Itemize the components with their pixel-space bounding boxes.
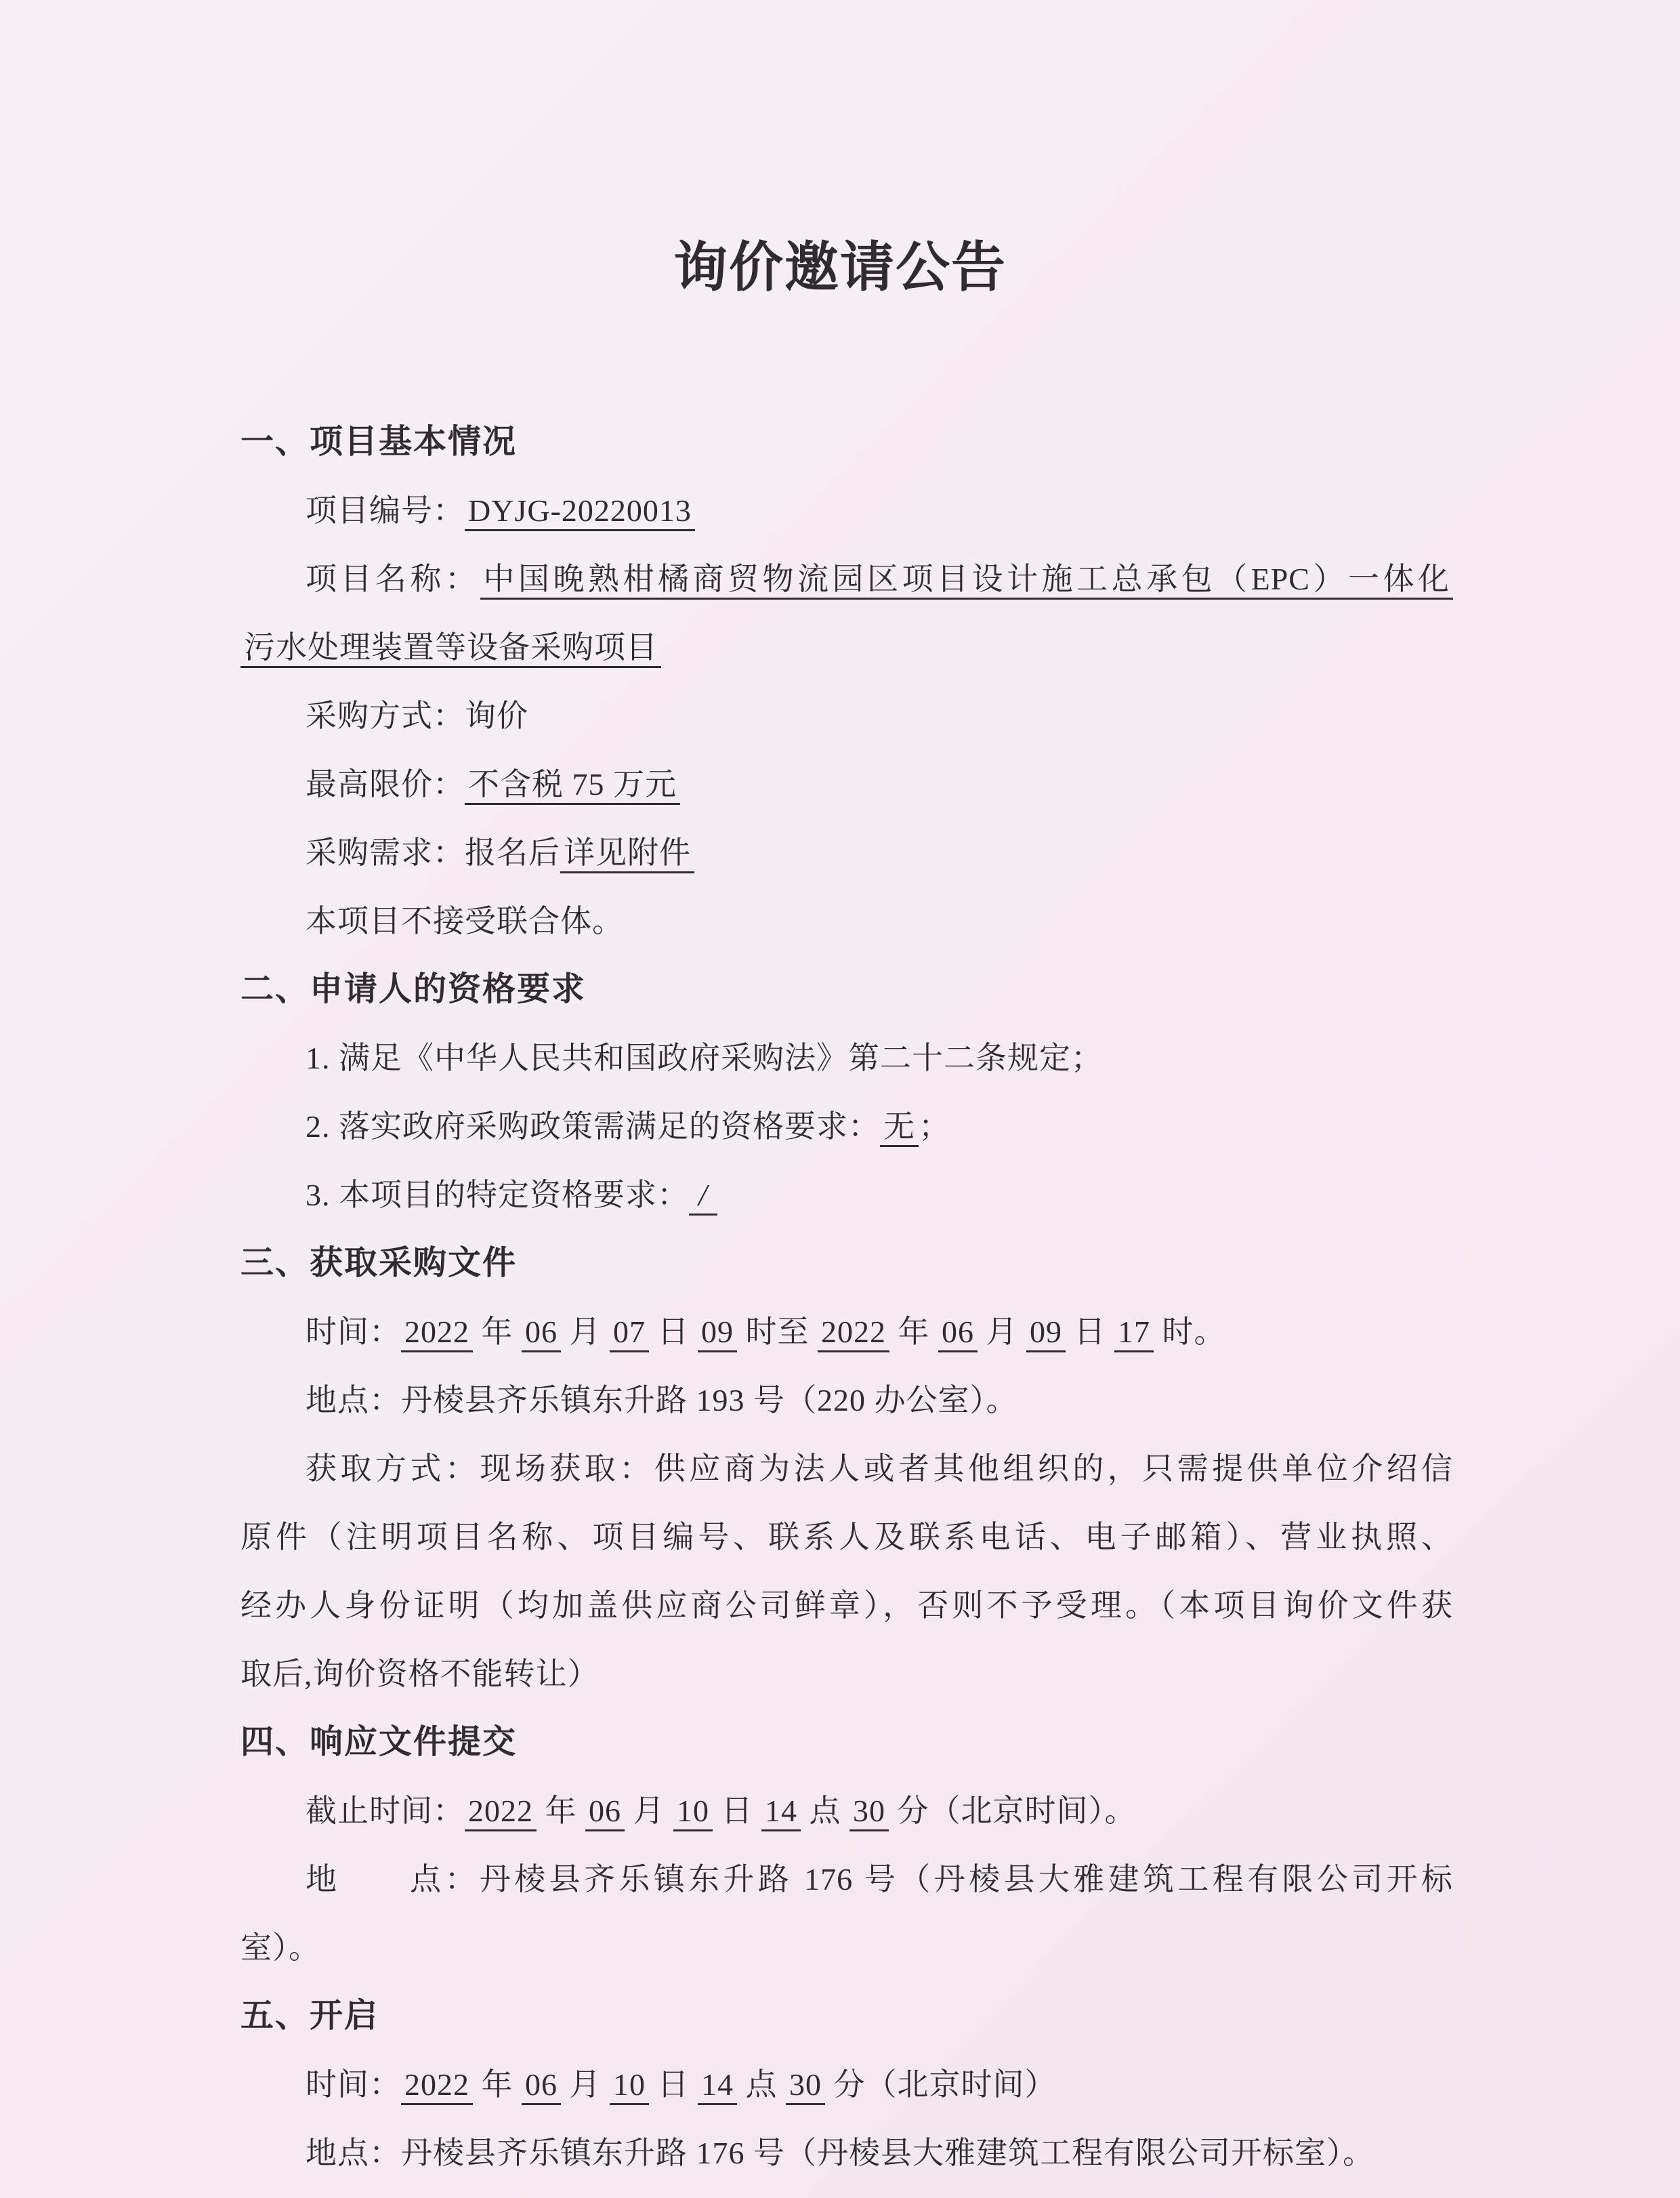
price-limit-value: 不含税 75 万元 (465, 767, 680, 805)
obtain-time-line (240, 1298, 1453, 1366)
document-title: 询价邀请公告 (673, 239, 1007, 298)
submit-deadline-sep-1: 年 (537, 1793, 585, 1828)
obtain-method-line-3: 经办人身份证明（均加盖供应商公司鲜章），否则不予受理。（本项目询价文件获 (240, 1588, 1453, 1623)
section-qualification (240, 955, 1453, 1229)
obtain-time-sep-6: 月 (978, 1314, 1026, 1349)
obtain-method-line-4: 取后,询价资格不能转让） (240, 1657, 600, 1691)
price-limit-label: 最高限价： (306, 767, 465, 802)
open-time-month: 06 (522, 2067, 561, 2105)
section-5-heading: 五、开启 (240, 1997, 379, 2034)
section-3-heading: 三、获取采购文件 (240, 1245, 518, 1281)
obtain-time-sep-3: 日 (649, 1314, 698, 1349)
obtain-time-sep-2: 月 (561, 1314, 610, 1349)
open-time-label: 时间： (306, 2067, 401, 2102)
open-time-sep-4: 点 (737, 2067, 786, 2102)
obtain-time-sep-7: 日 (1066, 1314, 1114, 1349)
qualification-item-2-value: 无 (880, 1109, 919, 1147)
section-opening (240, 1982, 1453, 2187)
purchase-demand-line (240, 818, 1453, 887)
project-name-value-part-1: 中国晚熟柑橘商贸物流园区项目设计施工总承包（EPC）一体化 (480, 562, 1453, 600)
open-time-day: 10 (610, 2067, 649, 2105)
project-code-line (240, 476, 1453, 545)
qualification-item-2 (240, 1092, 1453, 1161)
open-time-sep-3: 日 (649, 2067, 698, 2102)
project-code-value: DYJG-20220013 (465, 493, 695, 531)
obtain-time-suffix: 时。 (1154, 1314, 1226, 1349)
open-time-suffix: 分（北京时间） (825, 2067, 1057, 2102)
submit-deadline-sep-2: 月 (625, 1793, 673, 1828)
qualification-item-3 (240, 1161, 1453, 1229)
submit-deadline-year: 2022 (465, 1793, 537, 1831)
purchase-demand-label: 采购需求：报名后 (306, 835, 560, 870)
open-time-sep-1: 年 (473, 2067, 522, 2102)
document-body (240, 408, 1453, 2187)
open-time-line (240, 2050, 1453, 2119)
submit-deadline-month: 06 (585, 1793, 625, 1831)
project-name-value-part-2: 污水处理装置等设备采购项目 (240, 630, 661, 668)
section-4-heading: 四、响应文件提交 (240, 1724, 518, 1760)
obtain-time-label: 时间： (306, 1314, 401, 1349)
submit-deadline-sep-3: 日 (713, 1793, 761, 1828)
obtain-method-line-1: 获取方式：现场获取：供应商为法人或者其他组织的，只需提供单位介绍信 (306, 1451, 1453, 1486)
obtain-time-year-2: 2022 (818, 1314, 889, 1352)
section-response-submission (240, 1708, 1453, 1982)
section-2-heading: 二、申请人的资格要求 (240, 971, 587, 1008)
no-consortium-line: 本项目不接受联合体。 (306, 904, 624, 938)
project-name-line-2 (240, 613, 1453, 682)
obtain-time-month-1: 06 (522, 1314, 561, 1352)
submit-deadline-label: 截止时间： (306, 1793, 465, 1828)
open-time-minute: 30 (786, 2067, 825, 2105)
qualification-item-3-label: 3. 本项目的特定资格要求： (306, 1178, 689, 1212)
open-time-hour: 14 (698, 2067, 737, 2105)
obtain-time-day-1: 07 (610, 1314, 649, 1352)
obtain-place-line: 地点：丹棱县齐乐镇东升路 193 号（220 办公室）。 (306, 1383, 1018, 1417)
submit-deadline-sep-4: 点 (801, 1793, 849, 1828)
purchase-method-line: 采购方式：询价 (306, 699, 528, 733)
obtain-time-sep-4: 时至 (737, 1314, 818, 1349)
submit-deadline-line (240, 1777, 1453, 1845)
obtain-time-year-1: 2022 (401, 1314, 473, 1352)
section-project-info (240, 408, 1453, 955)
obtain-time-hour-1: 09 (698, 1314, 737, 1352)
obtain-time-sep-1: 年 (473, 1314, 522, 1349)
open-time-sep-2: 月 (561, 2067, 610, 2102)
section-obtain-documents (240, 1229, 1453, 1708)
section-1-heading: 一、项目基本情况 (240, 423, 518, 460)
price-limit-line (240, 750, 1453, 818)
open-place-line: 地点：丹棱县齐乐镇东升路 176 号（丹棱县大雅建筑工程有限公司开标室）。 (306, 2136, 1374, 2170)
submit-deadline-suffix: 分（北京时间）。 (889, 1793, 1137, 1828)
submit-place-line-2: 室）。 (240, 1930, 320, 1965)
submit-deadline-hour: 14 (761, 1793, 801, 1831)
obtain-time-sep-5: 年 (889, 1314, 938, 1349)
submit-deadline-minute: 30 (849, 1793, 889, 1831)
qualification-item-1: 1. 满足《中华人民共和国政府采购法》第二十二条规定； (306, 1041, 1103, 1075)
project-name-line-1 (240, 545, 1453, 613)
purchase-demand-value: 详见附件 (560, 835, 694, 873)
obtain-method-line-2: 原件（注明项目名称、项目编号、联系人及联系电话、电子邮箱）、营业执照、 (240, 1520, 1453, 1554)
qualification-item-3-value: / (689, 1178, 717, 1216)
project-name-label: 项目名称： (306, 562, 480, 596)
obtain-time-hour-2: 17 (1114, 1314, 1154, 1352)
open-time-year: 2022 (401, 2067, 473, 2105)
submit-place-line-1: 地 点：丹棱县齐乐镇东升路 176 号（丹棱县大雅建筑工程有限公司开标 (306, 1862, 1453, 1896)
submit-deadline-day: 10 (673, 1793, 713, 1831)
project-code-label: 项目编号： (306, 493, 465, 528)
qualification-item-2-label: 2. 落实政府采购政策需满足的资格要求： (306, 1109, 880, 1144)
qualification-item-2-suffix: ； (919, 1109, 950, 1144)
obtain-time-day-2: 09 (1026, 1314, 1066, 1352)
obtain-time-month-2: 06 (938, 1314, 978, 1352)
